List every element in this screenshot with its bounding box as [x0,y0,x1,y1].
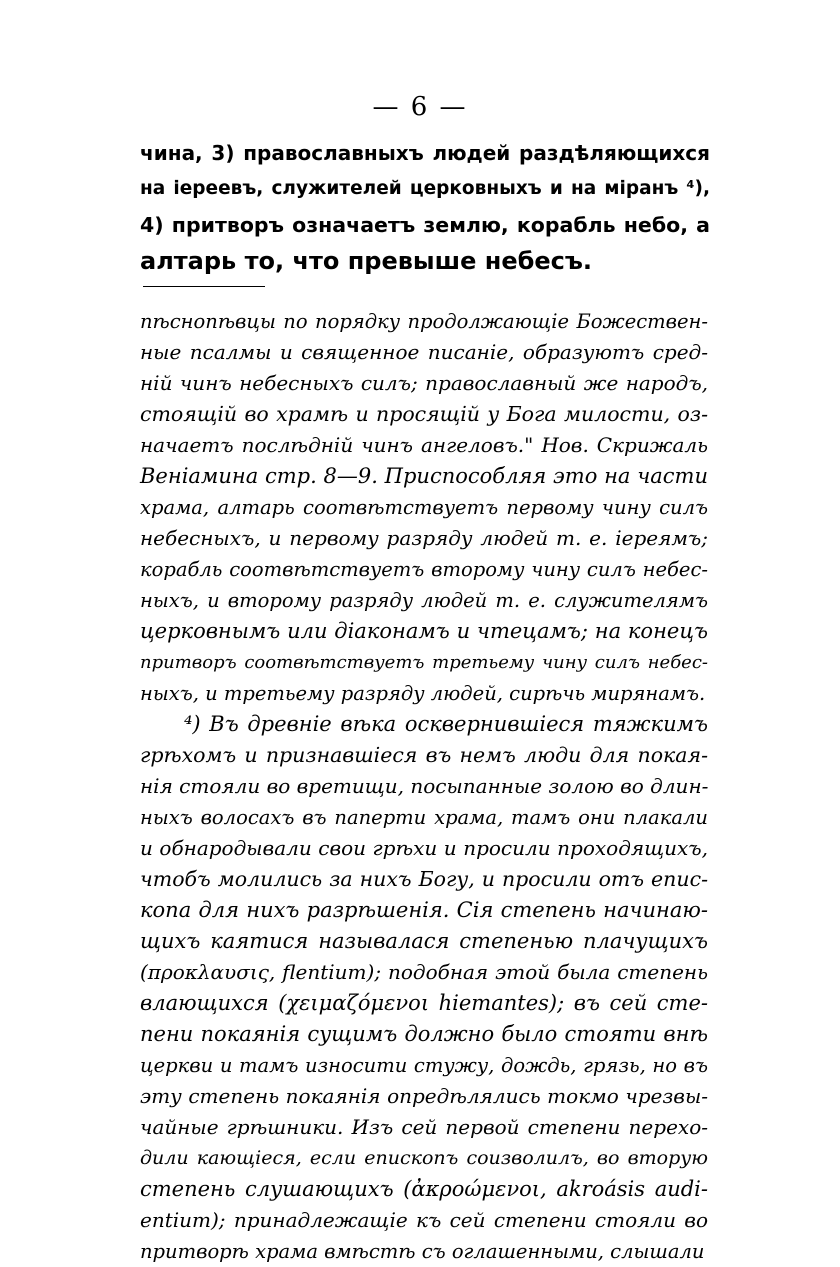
footnote-line: церковнымъ или діаконамъ и чтецамъ; на конецъ [140,619,708,643]
footnote-line: ныхъ, и второму разряду людей т. е. служителямъ [140,589,708,612]
footnote-line: ⁴) Въ древніе вѣка осквернившіеся тяжкимъ [184,712,708,736]
footnote-line: эту степень покаянія опредѣлялись токмо чрезвы- [140,1084,708,1108]
footnote-line: стоящій во храмѣ и просящій у Бога милости, оз- [140,402,708,426]
main-text-line: чина, 3) православныхъ людей раздѣляющихся [140,141,710,165]
footnote-line: нія стояли во вретищи, посыпанные золою во длин- [140,774,709,798]
footnote-separator [143,286,265,287]
footnote-line: степень слушающихъ (ἀκροώμενοι, akroásis audi- [140,1177,708,1201]
main-text-line: 4) притворъ означаетъ землю, корабль небо, а [140,213,710,237]
footnote-line: ній чинъ небесныхъ силъ; православный же народъ, [140,371,708,395]
footnote-text [140,306,708,1267]
footnote-line: ныхъ, и третьему разряду людей, сирѣчь мирянамъ. [140,682,706,705]
footnote-line: корабль соотвѣтствуетъ второму чину силъ небес- [140,558,708,581]
footnote-line: пѣснопѣвцы по порядку продолжающіе Божествен- [140,310,708,333]
footnote-line: щихъ каятися называлася степенью плачущихъ [140,929,708,953]
footnote-line: entium); принадлежащіе къ сей степени стояли во [140,1208,708,1232]
footnote-line: (προκλαυσις, flentium); подобная этой была степень [140,960,708,984]
footnote-line: пени покаянія сущимъ должно было стояти внѣ [140,1022,708,1046]
footnote-line: чтобъ молились за нихъ Богу, и просили отъ епис- [140,867,708,891]
main-text-line: алтарь то, что превыше небесъ. [140,247,593,275]
main-text-line: на іереевъ, служителей церковныхъ и на міранъ ⁴), [140,178,710,199]
footnote-line: дили кающіеся, если епископъ соизволилъ, во вторую [140,1147,708,1169]
footnote-line: чайные грѣшники. Изъ сей первой степени перехо- [140,1115,708,1139]
footnote-line: церкви и тамъ износити стужу, дождь, грязь, но въ [140,1054,708,1077]
footnote-line: притворъ соотвѣтствуетъ третьему чину силъ небес- [140,652,708,673]
main-text [140,135,710,279]
footnote-line: ные псалмы и священное писаніе, образуютъ сред- [140,340,708,364]
footnote-line: влающихся (χειμαζόμενοι hiemantes); въ сей сте- [140,991,708,1015]
footnote-line: грѣхомъ и признавшіеся въ немъ люди для покая- [140,743,708,767]
footnote-line: небесныхъ, и первому разряду людей т. е. іереямъ; [140,526,708,550]
footnote-line: Веніамина стр. 8—9. Приспособляя это на части [140,464,708,488]
page-number: — 6 — [372,92,468,122]
footnote-line: начаетъ послѣдній чинъ ангеловъ." Нов. Скрижаль [140,433,708,457]
footnote-line: и обнародывали свои грѣхи и просили проходящихъ, [140,836,708,860]
footnote-line: копа для нихъ разрѣшенія. Сія степень начинаю- [140,898,708,922]
footnote-line: притворѣ храма вмѣстѣ съ оглашенными, слышали [140,1240,705,1263]
footnote-line: ныхъ волосахъ въ паперти храма, тамъ они плакали [140,806,708,829]
footnote-line: храма, алтарь соотвѣтствуетъ первому чину силъ [140,496,708,519]
